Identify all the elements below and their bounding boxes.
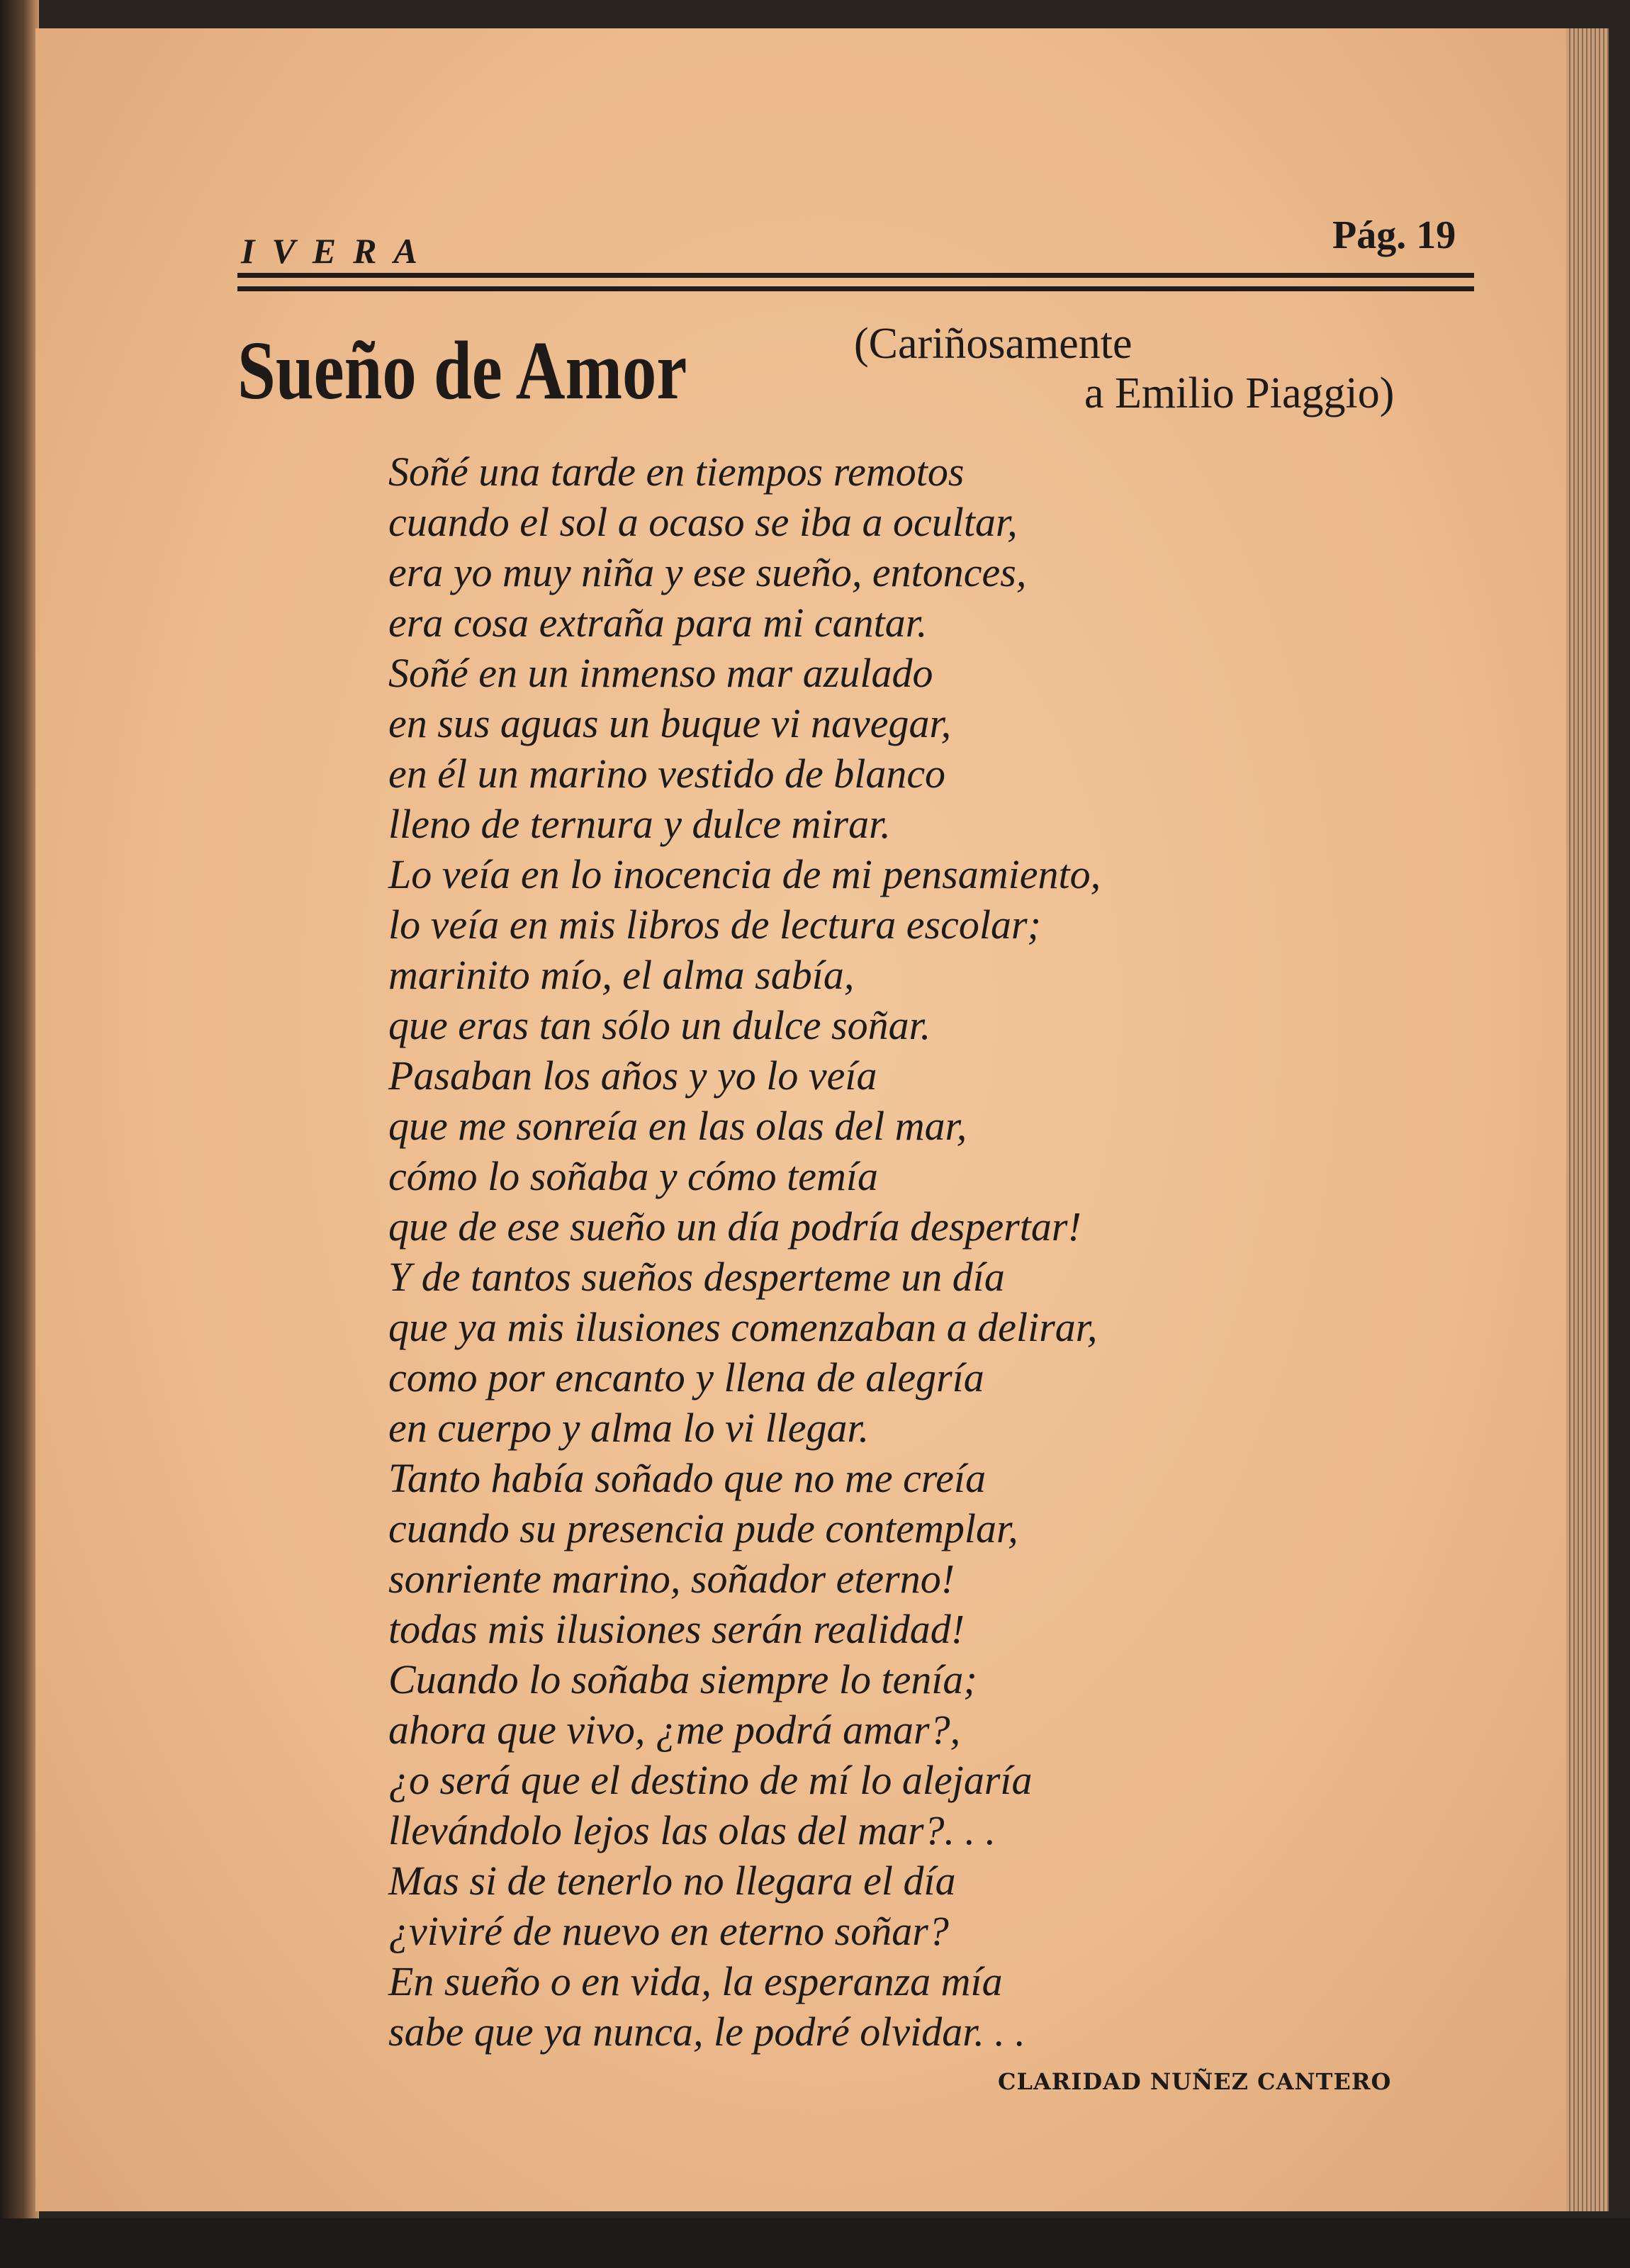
poem-line: cómo lo soñaba y cómo temía — [388, 1153, 879, 1199]
publication-name: IVERA — [241, 231, 434, 271]
page-stack-edge — [1566, 28, 1609, 2211]
poem-line: Mas si de tenerlo no llegara el día — [388, 1858, 956, 1904]
poem-line: Soñé una tarde en tiempos remotos — [388, 449, 965, 495]
author-signature: CLARIDAD NUÑEZ CANTERO — [998, 2068, 1392, 2095]
poem-line: En sueño o en vida, la esperanza mía — [388, 1958, 1003, 2004]
poem-line: Tanto había soñado que no me creía — [388, 1455, 987, 1501]
poem-line: cuando su presencia pude contemplar, — [388, 1505, 1018, 1551]
poem-line: cuando el sol a ocaso se iba a ocultar, — [388, 499, 1018, 545]
header-rule-top — [237, 273, 1474, 278]
poem-line: llevándolo lejos las olas del mar?. . . — [388, 1807, 996, 1853]
header-rule-bottom — [237, 286, 1474, 291]
dedication-line-1: (Cariñosamente — [854, 320, 1132, 368]
poem-line: ahora que vivo, ¿me podrá amar?, — [388, 1707, 961, 1753]
poem-line: en cuerpo y alma lo vi llegar. — [388, 1405, 870, 1451]
poem-line: era cosa extraña para mi cantar. — [388, 600, 928, 646]
poem-line: Cuando lo soñaba siempre lo tenía; — [388, 1656, 977, 1702]
poem-line: que eras tan sólo un dulce soñar. — [388, 1002, 931, 1048]
poem-line: que de ese sueño un día podría despertar! — [388, 1203, 1081, 1250]
poem-line: marinito mío, el alma sabía, — [388, 952, 855, 998]
dedication-line-2: a Emilio Piaggio) — [1084, 369, 1395, 417]
poem-line: ¿o será que el destino de mí lo alejaría — [388, 1757, 1033, 1803]
poem-line: en sus aguas un buque vi navegar, — [388, 700, 952, 746]
background-bottom — [0, 2218, 1630, 2268]
poem-line: ¿viviré de nuevo en eterno soñar? — [388, 1908, 949, 1954]
poem-line: que me sonreía en las olas del mar, — [388, 1103, 967, 1149]
poem-line: sabe que ya nunca, le podré olvidar. . . — [388, 2009, 1025, 2055]
book-binding-edge — [0, 0, 39, 2268]
poem-line: Y de tantos sueños desperteme un día — [388, 1254, 1005, 1300]
poem-line: sonriente marino, soñador eterno! — [388, 1556, 955, 1602]
poem-line: era yo muy niña y ese sueño, entonces, — [388, 549, 1027, 595]
poem-line: que ya mis ilusiones comenzaban a delirar, — [388, 1304, 1098, 1350]
poem-title: Sueño de Amor — [237, 324, 687, 417]
poem-line: Soñé en un inmenso mar azulado — [388, 650, 933, 696]
poem-line: lo veía en mis libros de lectura escolar; — [388, 902, 1041, 948]
poem-line: como por encanto y llena de alegría — [388, 1354, 984, 1400]
poem-line: todas mis ilusiones serán realidad! — [388, 1606, 965, 1652]
poem-line: Pasaban los años y yo lo veía — [388, 1052, 877, 1099]
poem-line: en él un marino vestido de blanco — [388, 751, 946, 797]
poem-line: Lo veía en lo inocencia de mi pensamiento, — [388, 851, 1101, 897]
poem-line: lleno de ternura y dulce mirar. — [388, 801, 891, 847]
page-number: Pág. 19 — [1332, 213, 1456, 257]
poem-body — [388, 447, 1101, 2057]
